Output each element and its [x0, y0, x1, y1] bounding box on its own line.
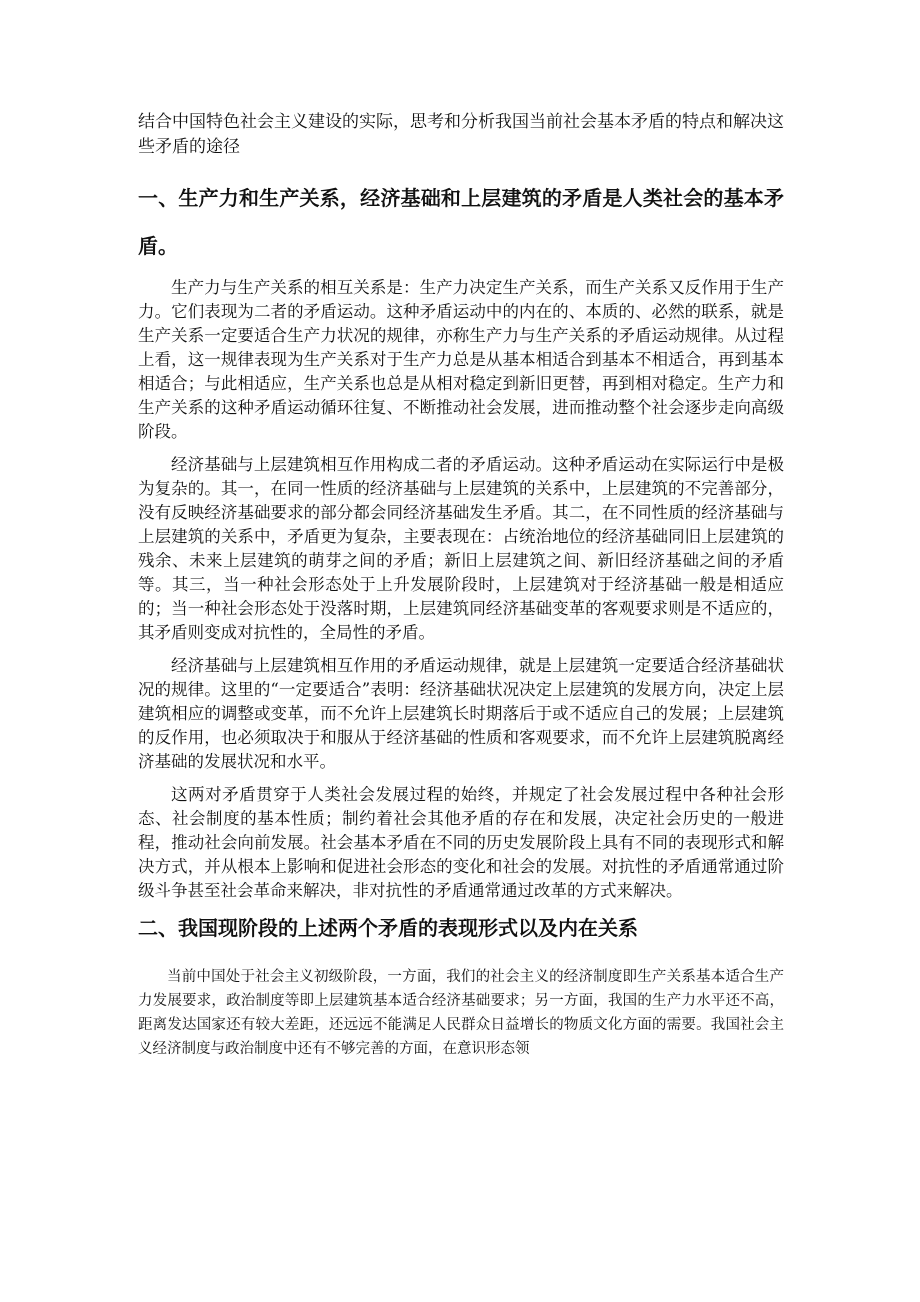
document-title: 结合中国特色社会主义建设的实际，思考和分析我国当前社会基本矛盾的特点和解决这些矛盾的途径 [138, 112, 784, 157]
section-1-paragraph-4: 这两对矛盾贯穿于人类社会发展过程的始终，并规定了社会发展过程中各种社会形态、社会制度的基本性质；制约着社会其他矛盾的存在和发展，决定社会历史的一般进程，推动社会向前发展。社会基本矛盾在不同的历史发展阶段上具有不同的表现形式和解决方式，并从根本上影响和促进社会形态的变化和社会的发展。对抗性的矛盾通常通过阶级斗争甚至社会革命来解决，非对抗性的矛盾通常通过改革的方式来解决。 [138, 785, 784, 900]
section-2-paragraph-1: 当前中国处于社会主义初级阶段，一方面，我们的社会主义的经济制度即生产关系基本适合生产力发展要求，政治制度等即上层建筑基本适合经济基础要求；另一方面，我国的生产力水平还不高，距离发达国家还有较大差距，还远远不能满足人民群众日益增长的物质文化方面的需要。我国社会主义经济制度与政治制度中还有不够完善的方面，在意识形态领 [138, 969, 784, 1057]
document-page [138, 110, 784, 1070]
section-1-heading: 一、生产力和生产关系，经济基础和上层建筑的矛盾是人类社会的基本矛盾。 [138, 186, 784, 258]
section-1-paragraph-2: 经济基础与上层建筑相互作用构成二者的矛盾运动。这种矛盾运动在实际运行中是极为复杂的。其一，在同一性质的经济基础与上层建筑的关系中，上层建筑的不完善部分，没有反映经济基础要求的部分都会同经济基础发生矛盾。其二，在不同性质的经济基础与上层建筑的关系中，矛盾更为复杂，主要表现在：占统治地位的经济基础同旧上层建筑的残余、未来上层建筑的萌芽之间的矛盾；新旧上层建筑之间、新旧经济基础之间的矛盾等。其三，当一种社会形态处于上升发展阶段时，上层建筑对于经济基础一般是相适应的；当一种社会形态处于没落时期，上层建筑同经济基础变革的客观要求则是不适应的，其矛盾则变成对抗性的，全局性的矛盾。 [138, 455, 784, 642]
section-1-paragraph-1: 生产力与生产关系的相互关系是：生产力决定生产关系，而生产关系又反作用于生产力。它们表现为二者的矛盾运动。这种矛盾运动中的内在的、本质的、必然的联系，就是生产关系一定要适合生产力状况的规律，亦称生产力与生产关系的矛盾运动规律。从过程上看，这一规律表现为生产关系对于生产力总是从基本相适合到基本不相适合，再到基本相适合；与此相适应，生产关系也总是从相对稳定到新旧更替，再到相对稳定。生产力和生产关系的这种矛盾运动循环往复、不断推动社会发展，进而推动整个社会逐步走向高级阶段。 [138, 278, 784, 441]
section-2-heading: 二、我国现阶段的上述两个矛盾的表现形式以及内在关系 [138, 916, 638, 940]
section-1-paragraph-3: 经济基础与上层建筑相互作用的矛盾运动规律，就是上层建筑一定要适合经济基础状况的规律。这里的“一定要适合”表明：经济基础状况决定上层建筑的发展方向，决定上层建筑相应的调整或变革，而不允许上层建筑长时期落后于或不适应自己的发展；上层建筑的反作用，也必须取决于和服从于经济基础的性质和客观要求，而不允许上层建筑脱离经济基础的发展状况和水平。 [138, 656, 784, 771]
